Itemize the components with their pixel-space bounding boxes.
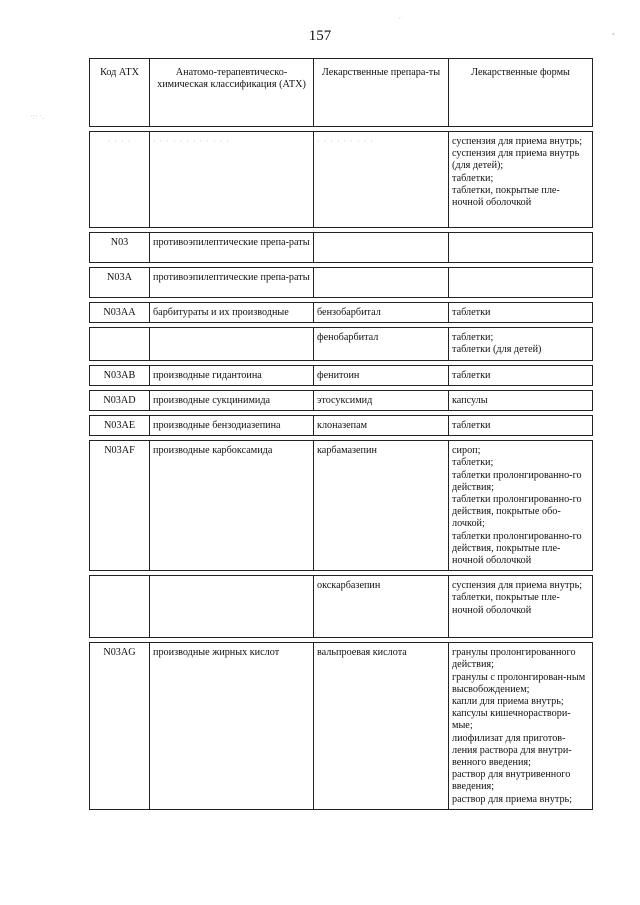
forms-cell: таблетки; таблетки (для детей) [449, 328, 593, 360]
table-row [90, 416, 593, 436]
drug-cell: клоназепам [314, 416, 449, 436]
forms-cell [449, 268, 593, 298]
class-cell: производные карбоксамида [150, 441, 314, 571]
faint-scan-text: · · · · · · · · · · · · [153, 137, 230, 146]
drug-cell: этосуксимид [314, 390, 449, 410]
atc-drug-table [89, 58, 592, 810]
class-cell: барбитураты и их производные [150, 303, 314, 323]
header-forms: Лекарственные формы [449, 59, 593, 127]
drug-cell [314, 233, 449, 263]
class-cell: производные бензодиазепина [150, 416, 314, 436]
class-cell: противоэпилептические препа-раты [150, 233, 314, 263]
code-cell: N03AF [90, 441, 150, 571]
drug-cell: фенобарбитал [314, 328, 449, 360]
class-cell: производные жирных кислот [150, 643, 314, 810]
code-cell: N03AB [90, 365, 150, 385]
class-cell: производные сукцинимида [150, 390, 314, 410]
scan-speck: ·˙ [398, 14, 404, 23]
code-cell: N03 [90, 233, 150, 263]
code-cell: N03AD [90, 390, 150, 410]
drug-cell: бензобарбитал [314, 303, 449, 323]
header-classification: Анатомо-терапевтическо-химическая классификация (АТХ) [150, 59, 314, 127]
class-cell: противоэпилептические препа-раты [150, 268, 314, 298]
class-cell: производные гидантоина [150, 365, 314, 385]
drug-cell [314, 268, 449, 298]
table-row [90, 441, 593, 571]
code-cell [90, 576, 150, 638]
class-cell [150, 576, 314, 638]
forms-cell [449, 233, 593, 263]
forms-cell: таблетки [449, 365, 593, 385]
code-cell: N03AA [90, 303, 150, 323]
table-row [90, 328, 593, 360]
table-row [90, 132, 593, 228]
code-cell: N03AE [90, 416, 150, 436]
class-cell [150, 328, 314, 360]
header-code: Код АТХ [90, 59, 150, 127]
faint-scan-text: · · · · · · · · · [317, 137, 374, 146]
code-cell: N03A [90, 268, 150, 298]
table-row [90, 365, 593, 385]
table-row [90, 268, 593, 298]
table-row [90, 390, 593, 410]
drug-cell: карбамазепин [314, 441, 449, 571]
forms-cell: сироп; таблетки; таблетки пролонгированно-го действия; таблетки пролонгированно-го действия, покрытые обо-лочкой; таблетки пролонгированно-го действия, покрытые пле-ночной оболочкой [449, 441, 593, 571]
faint-scan-text: · · · · [107, 137, 132, 146]
scan-speck: • [612, 30, 615, 39]
header-drug: Лекарственные препара-ты [314, 59, 449, 127]
page-number: 157 [308, 28, 332, 44]
drug-cell: окскарбазепин [314, 576, 449, 638]
drug-cell: фенитоин [314, 365, 449, 385]
code-cell [90, 328, 150, 360]
scan-noise: ·:· ·. [30, 112, 45, 121]
forms-cell: суспензия для приема внутрь; суспензия для приема внутрь (для детей); таблетки; таблетки, покрытые пле-ночной оболочкой [449, 132, 593, 228]
forms-cell: суспензия для приема внутрь; таблетки, покрытые пле-ночной оболочкой [449, 576, 593, 638]
forms-cell: капсулы [449, 390, 593, 410]
table-row [90, 576, 593, 638]
forms-cell: таблетки [449, 416, 593, 436]
table-row [90, 643, 593, 810]
drug-cell: вальпроевая кислота [314, 643, 449, 810]
table-header-row [90, 59, 593, 127]
code-cell: N03AG [90, 643, 150, 810]
table-row [90, 303, 593, 323]
forms-cell: гранулы пролонгированного действия; гранулы с пролонгирован-ным высвобождением; капли для приема внутрь; капсулы кишечнораствори-мые; лиофилизат для приготов-ления раствора для внутри-венного введения; раствор для внутривенного введения; раствор для приема внутрь; [449, 643, 593, 810]
forms-cell: таблетки [449, 303, 593, 323]
table-row [90, 233, 593, 263]
